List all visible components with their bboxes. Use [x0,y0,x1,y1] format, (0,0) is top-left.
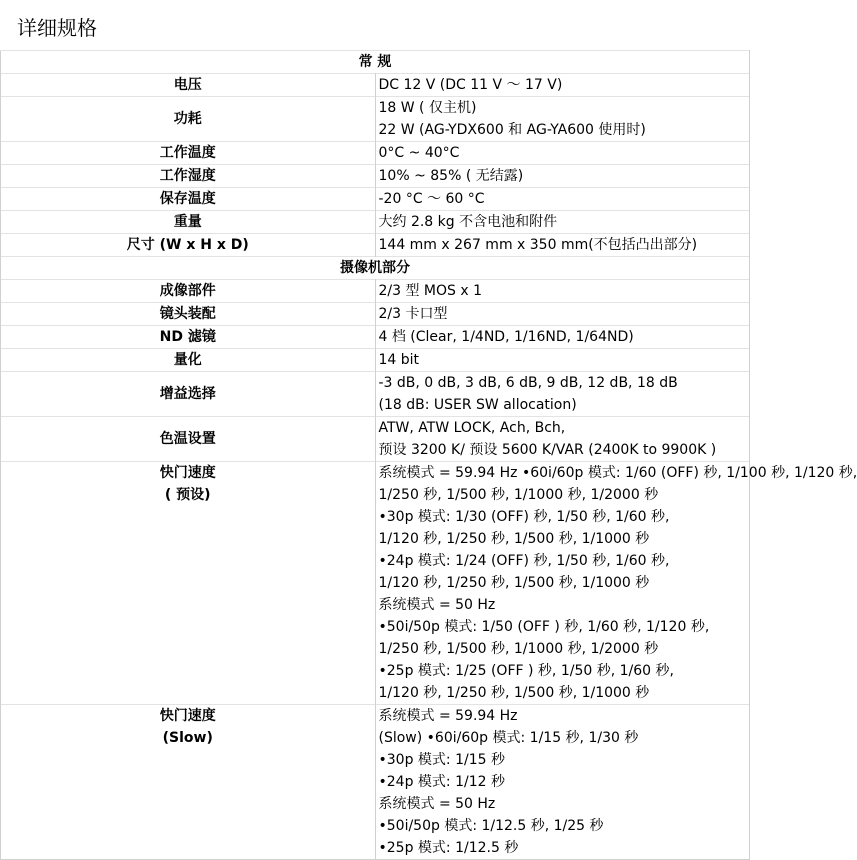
page-title: 详细规格 [17,16,97,40]
table-row [1,142,750,165]
row-value-lens-mount: 2/3 卡口型 [375,303,750,326]
value-line: 预设 3200 K/ 预设 5600 K/VAR (2400K to 9900K ) [378,442,717,458]
value-line: •30p 模式: 1/15 秒 [378,752,505,768]
row-value-color-temp [375,417,750,462]
value-line: 22 W (AG-YDX600 和 AG-YA600 使用时) [378,122,646,138]
value-line: 系统模式 = 59.94 Hz •60i/60p 模式: 1/60 (OFF) 秒, 1/100 秒, 1/120 秒, [378,465,857,481]
table-row [1,372,750,417]
section-row [1,257,750,280]
row-value-shutter-preset [375,462,857,705]
row-value-voltage: DC 12 V (DC 11 V ～ 17 V) [375,74,750,97]
value-line: 1/250 秒, 1/500 秒, 1/1000 秒, 1/2000 秒 [378,487,659,503]
row-value-power [375,97,750,142]
row-value-gain [375,372,750,417]
table-row [1,211,750,234]
row-label-shutter-slow [1,705,376,860]
table-row [1,705,750,860]
row-label-op-humidity: 工作湿度 [1,165,376,188]
row-value-op-temp: 0°C ~ 40°C [375,142,750,165]
row-value-op-humidity: 10% ~ 85% ( 无结露) [375,165,750,188]
row-label-gain: 增益选择 [1,372,376,417]
value-line: (Slow) •60i/60p 模式: 1/15 秒, 1/30 秒 [378,730,639,746]
row-value-weight: 大约 2.8 kg 不含电池和附件 [375,211,750,234]
value-line: -3 dB, 0 dB, 3 dB, 6 dB, 9 dB, 12 dB, 18 dB [378,375,678,391]
value-line: 18 W ( 仅主机) [378,100,477,116]
section-header-camera: 摄像机部分 [1,257,750,280]
value-line: •50i/50p 模式: 1/12.5 秒, 1/25 秒 [378,818,604,834]
table-row [1,349,750,372]
value-line: 系统模式 = 50 Hz [378,597,496,613]
row-label-lens-mount: 镜头装配 [1,303,376,326]
table-row [1,97,750,142]
value-line: •24p 模式: 1/24 (OFF) 秒, 1/50 秒, 1/60 秒, [378,553,670,569]
value-line: 1/120 秒, 1/250 秒, 1/500 秒, 1/1000 秒 [378,685,650,701]
section-header-general: 常 规 [1,51,750,74]
value-line: •30p 模式: 1/30 (OFF) 秒, 1/50 秒, 1/60 秒, [378,509,670,525]
row-label-op-temp: 工作温度 [1,142,376,165]
label-line: ( 预设) [164,487,211,503]
table-row [1,417,750,462]
table-row [1,74,750,97]
section-row [1,51,750,74]
row-label-weight: 重量 [1,211,376,234]
row-label-size: 尺寸 (W x H x D) [1,234,376,257]
row-label-nd-filter: ND 滤镜 [1,326,376,349]
table-row [1,188,750,211]
row-label-voltage: 电压 [1,74,376,97]
value-line: 系统模式 = 59.94 Hz [378,708,518,724]
table-row [1,326,750,349]
row-label-storage-temp: 保存温度 [1,188,376,211]
table-row [1,280,750,303]
value-line: (18 dB: USER SW allocation) [378,397,577,413]
row-label-power: 功耗 [1,97,376,142]
label-line: 快门速度 [159,708,216,724]
spec-table [0,50,857,860]
value-line: 系统模式 = 50 Hz [378,796,496,812]
value-line: ATW, ATW LOCK, Ach, Bch, [378,420,566,436]
value-line: 1/120 秒, 1/250 秒, 1/500 秒, 1/1000 秒 [378,531,650,547]
value-line: 1/120 秒, 1/250 秒, 1/500 秒, 1/1000 秒 [378,575,650,591]
value-line: •24p 模式: 1/12 秒 [378,774,505,790]
label-line: (Slow) [162,730,213,746]
table-row [1,303,750,326]
value-line: •25p 模式: 1/12.5 秒 [378,840,519,856]
value-line: •25p 模式: 1/25 (OFF ) 秒, 1/50 秒, 1/60 秒, [378,663,674,679]
row-value-quantization: 14 bit [375,349,750,372]
row-label-imager: 成像部件 [1,280,376,303]
row-value-imager: 2/3 型 MOS x 1 [375,280,750,303]
table-row [1,165,750,188]
row-value-storage-temp: -20 °C ～ 60 °C [375,188,750,211]
label-line: 快门速度 [159,465,216,481]
row-label-shutter-preset [1,462,376,705]
row-value-nd-filter: 4 档 (Clear, 1/4ND, 1/16ND, 1/64ND) [375,326,750,349]
row-value-size: 144 mm x 267 mm x 350 mm(不包括凸出部分) [375,234,750,257]
value-line: 1/250 秒, 1/500 秒, 1/1000 秒, 1/2000 秒 [378,641,659,657]
table-row [1,234,750,257]
row-label-quantization: 量化 [1,349,376,372]
value-line: •50i/50p 模式: 1/50 (OFF ) 秒, 1/60 秒, 1/120 秒, [378,619,710,635]
row-value-shutter-slow [375,705,750,860]
table-row [1,462,750,705]
row-label-color-temp: 色温设置 [1,417,376,462]
